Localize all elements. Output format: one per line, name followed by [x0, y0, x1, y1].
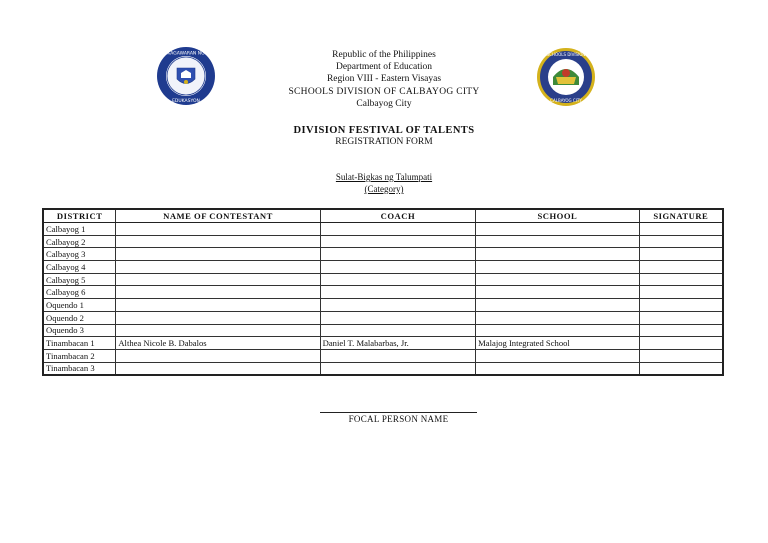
coach-cell[interactable]: [320, 286, 476, 299]
category-block: [0, 171, 768, 195]
header-contestant: NAME OF CONTESTANT: [116, 209, 320, 223]
district-cell: Calbayog 2: [43, 235, 116, 248]
page-subtitle: REGISTRATION FORM: [335, 137, 433, 147]
coach-cell[interactable]: [320, 223, 476, 236]
coach-cell[interactable]: [320, 299, 476, 312]
table-row: [43, 235, 723, 248]
category-label: (Category): [364, 184, 404, 194]
table-row: [43, 311, 723, 324]
svg-text:CALBAYOG CITY: CALBAYOG CITY: [550, 98, 582, 103]
table-row: [43, 324, 723, 337]
district-cell: Tinambacan 2: [43, 349, 116, 362]
header-region: Region VIII - Eastern Visayas: [326, 74, 442, 85]
signature-cell[interactable]: [639, 299, 723, 312]
contestant-cell[interactable]: [116, 299, 320, 312]
district-cell: Oquendo 1: [43, 299, 116, 312]
header-department: Department of Education: [335, 62, 433, 73]
focal-person-label: FOCAL PERSON NAME: [348, 414, 449, 424]
signature-cell[interactable]: [639, 349, 723, 362]
district-cell: Oquendo 3: [43, 324, 116, 337]
coach-cell[interactable]: [320, 324, 476, 337]
header-republic: Republic of the Philippines: [332, 50, 436, 60]
header-school: SCHOOL: [476, 209, 639, 223]
signature-cell[interactable]: [639, 286, 723, 299]
table-row: [43, 273, 723, 286]
contestant-cell[interactable]: [116, 311, 320, 324]
signature-cell[interactable]: [639, 248, 723, 261]
school-cell[interactable]: [476, 324, 639, 337]
coach-cell[interactable]: [320, 362, 476, 375]
coach-cell[interactable]: [320, 273, 476, 286]
school-cell[interactable]: [476, 349, 639, 362]
header-city: Calbayog City: [356, 98, 412, 109]
coach-cell[interactable]: [320, 349, 476, 362]
table-row: [43, 299, 723, 312]
contestant-cell[interactable]: [116, 273, 320, 286]
district-cell: Oquendo 2: [43, 311, 116, 324]
district-cell: Calbayog 5: [43, 273, 116, 286]
signature-cell[interactable]: [639, 311, 723, 324]
registration-table: [42, 208, 724, 376]
school-cell[interactable]: [476, 299, 639, 312]
coach-cell[interactable]: [320, 248, 476, 261]
header-coach: COACH: [320, 209, 476, 223]
contestant-cell[interactable]: [116, 286, 320, 299]
signature-cell[interactable]: [639, 324, 723, 337]
table-row: [43, 337, 723, 350]
school-cell[interactable]: [476, 362, 639, 375]
school-cell[interactable]: [476, 235, 639, 248]
district-cell: Calbayog 4: [43, 261, 116, 274]
form-title-block: [0, 125, 768, 147]
category-value: Sulat-Bigkas ng Talumpati: [335, 172, 433, 182]
district-cell: Tinambacan 3: [43, 362, 116, 375]
district-cell: Calbayog 3: [43, 248, 116, 261]
table-row: [43, 248, 723, 261]
contestant-cell[interactable]: [116, 248, 320, 261]
district-cell: Calbayog 1: [43, 223, 116, 236]
signature-cell[interactable]: [639, 337, 723, 350]
school-cell[interactable]: [476, 248, 639, 261]
contestant-cell[interactable]: [116, 324, 320, 337]
contestant-cell[interactable]: [116, 235, 320, 248]
district-cell: Calbayog 6: [43, 286, 116, 299]
table-row: [43, 223, 723, 236]
signature-cell[interactable]: [639, 235, 723, 248]
school-cell[interactable]: [476, 223, 639, 236]
coach-cell[interactable]: [320, 311, 476, 324]
signature-cell[interactable]: [639, 273, 723, 286]
school-cell[interactable]: [476, 286, 639, 299]
table-header-row: [43, 209, 723, 223]
header-signature: SIGNATURE: [639, 209, 723, 223]
school-cell[interactable]: [476, 261, 639, 274]
letterhead: [0, 49, 768, 110]
school-cell[interactable]: [476, 273, 639, 286]
page-title: DIVISION FESTIVAL OF TALENTS: [293, 125, 475, 136]
school-cell[interactable]: [476, 311, 639, 324]
school-cell[interactable]: Malajog Integrated School: [476, 337, 639, 350]
coach-cell[interactable]: [320, 261, 476, 274]
contestant-cell[interactable]: [116, 349, 320, 362]
district-cell: Tinambacan 1: [43, 337, 116, 350]
coach-cell[interactable]: Daniel T. Malabarbas, Jr.: [320, 337, 476, 350]
header-district: DISTRICT: [43, 209, 116, 223]
signature-line: [320, 412, 477, 413]
table-row: [43, 349, 723, 362]
header-division: SCHOOLS DIVISION OF CALBAYOG CITY: [288, 86, 480, 97]
svg-text:EDUKASYON: EDUKASYON: [172, 99, 200, 104]
table-row: [43, 261, 723, 274]
svg-text:SCHOOLS DIVISION: SCHOOLS DIVISION: [546, 52, 586, 57]
signature-cell[interactable]: [639, 261, 723, 274]
signature-cell[interactable]: [639, 362, 723, 375]
svg-text:KAGAWARAN NG: KAGAWARAN NG: [167, 51, 205, 57]
contestant-cell[interactable]: [116, 261, 320, 274]
contestant-cell[interactable]: Althea Nicole B. Dabalos: [116, 337, 320, 350]
contestant-cell[interactable]: [116, 362, 320, 375]
table-row: [43, 362, 723, 375]
signature-cell[interactable]: [639, 223, 723, 236]
coach-cell[interactable]: [320, 235, 476, 248]
contestant-cell[interactable]: [116, 223, 320, 236]
table-row: [43, 286, 723, 299]
